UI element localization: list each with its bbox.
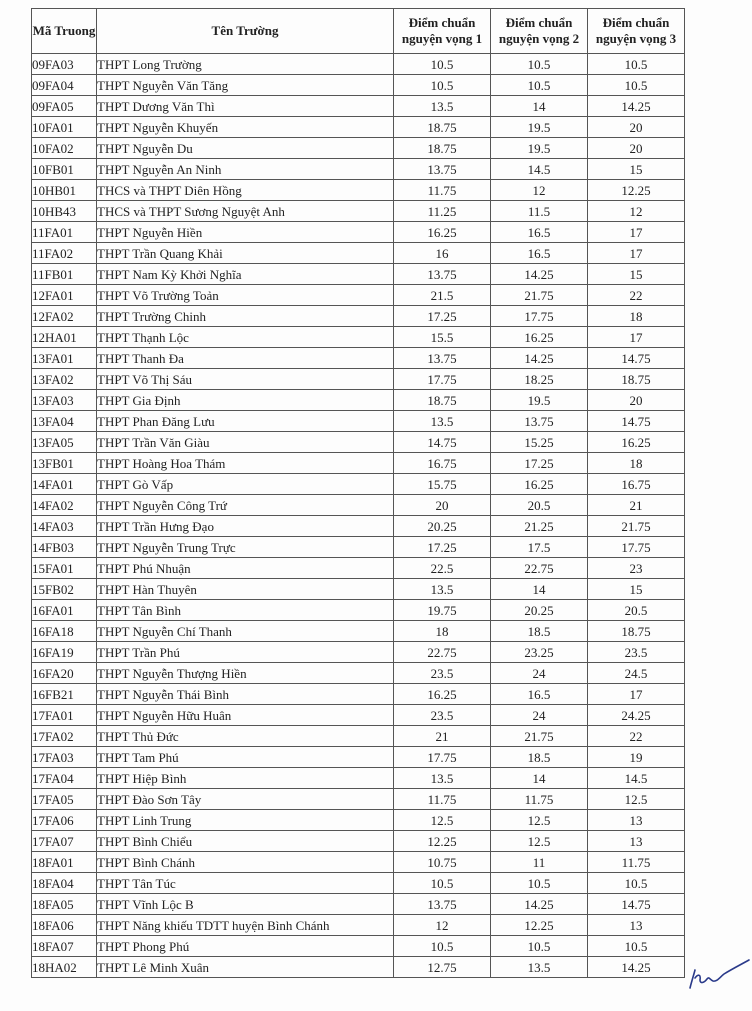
score-nv3-cell: 14.25 — [588, 96, 685, 117]
score-nv1-cell: 15.75 — [394, 474, 491, 495]
school-name-cell: THPT Dương Văn Thì — [97, 96, 394, 117]
table-row — [32, 390, 685, 411]
school-name-cell: THPT Tân Túc — [97, 873, 394, 894]
school-code-cell: 16FA01 — [32, 600, 97, 621]
table-row — [32, 516, 685, 537]
school-name-cell: THPT Trường Chinh — [97, 306, 394, 327]
table-row — [32, 621, 685, 642]
school-name-cell: THPT Nam Kỳ Khởi Nghĩa — [97, 264, 394, 285]
score-nv1-cell: 13.75 — [394, 894, 491, 915]
score-nv3-cell: 10.5 — [588, 75, 685, 96]
table-row — [32, 432, 685, 453]
score-nv1-cell: 23.5 — [394, 705, 491, 726]
score-nv1-cell: 11.25 — [394, 201, 491, 222]
school-name-cell: THPT Trần Văn Giàu — [97, 432, 394, 453]
score-nv3-cell: 20.5 — [588, 600, 685, 621]
school-code-cell: 09FA04 — [32, 75, 97, 96]
score-nv2-cell: 13.5 — [491, 957, 588, 978]
school-name-cell: THPT Thanh Đa — [97, 348, 394, 369]
score-nv3-cell: 13 — [588, 831, 685, 852]
score-nv2-cell: 14 — [491, 579, 588, 600]
table-row — [32, 348, 685, 369]
school-name-cell: THPT Nguyễn Chí Thanh — [97, 621, 394, 642]
score-nv3-cell: 24.5 — [588, 663, 685, 684]
school-name-cell: THPT Nguyễn An Ninh — [97, 159, 394, 180]
score-nv1-cell: 12 — [394, 915, 491, 936]
score-nv1-cell: 17.25 — [394, 306, 491, 327]
score-nv2-cell: 20.5 — [491, 495, 588, 516]
score-nv3-cell: 18 — [588, 453, 685, 474]
table-row — [32, 54, 685, 75]
score-nv2-cell: 14.25 — [491, 264, 588, 285]
score-nv1-cell: 13.75 — [394, 348, 491, 369]
score-nv3-cell: 21.75 — [588, 516, 685, 537]
score-nv2-cell: 10.5 — [491, 936, 588, 957]
table-row — [32, 789, 685, 810]
school-code-cell: 13FA03 — [32, 390, 97, 411]
score-nv2-cell: 16.5 — [491, 684, 588, 705]
school-code-cell: 10HB01 — [32, 180, 97, 201]
table-row — [32, 411, 685, 432]
score-nv3-cell: 14.5 — [588, 768, 685, 789]
score-nv3-cell: 16.25 — [588, 432, 685, 453]
table-row — [32, 243, 685, 264]
score-nv3-cell: 19 — [588, 747, 685, 768]
school-name-cell: THPT Năng khiếu TDTT huyện Bình Chánh — [97, 915, 394, 936]
score-nv1-cell: 15.5 — [394, 327, 491, 348]
school-name-cell: THPT Gia Định — [97, 390, 394, 411]
score-nv3-cell: 17 — [588, 222, 685, 243]
score-nv1-cell: 13.5 — [394, 411, 491, 432]
school-code-cell: 17FA01 — [32, 705, 97, 726]
school-code-cell: 15FA01 — [32, 558, 97, 579]
score-nv1-cell: 18.75 — [394, 117, 491, 138]
school-code-cell: 18FA07 — [32, 936, 97, 957]
score-nv3-cell: 22 — [588, 726, 685, 747]
school-name-cell: THPT Tân Bình — [97, 600, 394, 621]
table-row — [32, 264, 685, 285]
score-nv1-cell: 22.75 — [394, 642, 491, 663]
score-nv3-cell: 22 — [588, 285, 685, 306]
school-name-cell: THPT Bình Chánh — [97, 852, 394, 873]
score-nv3-cell: 14.25 — [588, 957, 685, 978]
table-row — [32, 957, 685, 978]
table-row — [32, 138, 685, 159]
school-code-cell: 16FA19 — [32, 642, 97, 663]
score-nv1-cell: 16.75 — [394, 453, 491, 474]
school-name-cell: THPT Nguyễn Hiền — [97, 222, 394, 243]
score-nv2-cell: 16.5 — [491, 243, 588, 264]
table-row — [32, 117, 685, 138]
score-nv1-cell: 10.5 — [394, 54, 491, 75]
table-row — [32, 222, 685, 243]
school-code-cell: 14FA02 — [32, 495, 97, 516]
score-nv2-cell: 21.25 — [491, 516, 588, 537]
score-nv3-cell: 12.5 — [588, 789, 685, 810]
school-code-cell: 18FA04 — [32, 873, 97, 894]
score-nv3-cell: 20 — [588, 138, 685, 159]
score-nv3-cell: 20 — [588, 390, 685, 411]
score-nv1-cell: 16 — [394, 243, 491, 264]
score-nv1-cell: 12.5 — [394, 810, 491, 831]
table-row — [32, 873, 685, 894]
school-name-cell: THPT Long Trường — [97, 54, 394, 75]
score-nv1-cell: 10.5 — [394, 873, 491, 894]
school-name-cell: THPT Thủ Đức — [97, 726, 394, 747]
school-code-cell: 16FA18 — [32, 621, 97, 642]
table-row — [32, 684, 685, 705]
table-row — [32, 579, 685, 600]
score-nv1-cell: 12.25 — [394, 831, 491, 852]
school-name-cell: THPT Trần Phú — [97, 642, 394, 663]
score-nv3-cell: 15 — [588, 264, 685, 285]
table-row — [32, 705, 685, 726]
score-nv1-cell: 21.5 — [394, 285, 491, 306]
score-nv2-cell: 18.25 — [491, 369, 588, 390]
score-nv3-cell: 23.5 — [588, 642, 685, 663]
score-nv2-cell: 17.25 — [491, 453, 588, 474]
table-row — [32, 600, 685, 621]
score-nv3-cell: 15 — [588, 159, 685, 180]
score-nv2-cell: 21.75 — [491, 726, 588, 747]
admission-scores-table — [31, 8, 685, 978]
score-nv3-cell: 14.75 — [588, 411, 685, 432]
score-nv3-cell: 17.75 — [588, 537, 685, 558]
score-nv2-cell: 16.25 — [491, 327, 588, 348]
score-nv1-cell: 10.75 — [394, 852, 491, 873]
score-nv2-cell: 14 — [491, 768, 588, 789]
score-nv1-cell: 13.5 — [394, 768, 491, 789]
table-row — [32, 327, 685, 348]
school-code-cell: 14FB03 — [32, 537, 97, 558]
school-name-cell: THPT Gò Vấp — [97, 474, 394, 495]
table-row — [32, 96, 685, 117]
score-nv2-cell: 24 — [491, 663, 588, 684]
score-nv2-cell: 12.25 — [491, 915, 588, 936]
table-row — [32, 495, 685, 516]
school-code-cell: 11FB01 — [32, 264, 97, 285]
school-name-cell: THPT Phan Đăng Lưu — [97, 411, 394, 432]
score-nv1-cell: 22.5 — [394, 558, 491, 579]
school-name-cell: THPT Tam Phú — [97, 747, 394, 768]
school-code-cell: 16FA20 — [32, 663, 97, 684]
score-nv1-cell: 13.5 — [394, 96, 491, 117]
school-code-cell: 17FA03 — [32, 747, 97, 768]
school-code-cell: 17FA07 — [32, 831, 97, 852]
score-nv2-cell: 10.5 — [491, 873, 588, 894]
score-nv1-cell: 16.25 — [394, 222, 491, 243]
header-school-name: Tên Trường — [97, 9, 394, 54]
score-nv1-cell: 17.75 — [394, 369, 491, 390]
score-nv1-cell: 20.25 — [394, 516, 491, 537]
score-nv2-cell: 15.25 — [491, 432, 588, 453]
school-name-cell: THCS và THPT Diên Hồng — [97, 180, 394, 201]
score-nv1-cell: 13.5 — [394, 579, 491, 600]
score-nv3-cell: 15 — [588, 579, 685, 600]
school-name-cell: THPT Hiệp Bình — [97, 768, 394, 789]
score-nv1-cell: 18.75 — [394, 390, 491, 411]
score-nv2-cell: 12 — [491, 180, 588, 201]
school-code-cell: 13FA02 — [32, 369, 97, 390]
table-row — [32, 159, 685, 180]
score-nv2-cell: 18.5 — [491, 621, 588, 642]
school-name-cell: THPT Nguyễn Thượng Hiền — [97, 663, 394, 684]
score-nv2-cell: 21.75 — [491, 285, 588, 306]
table-row — [32, 75, 685, 96]
school-code-cell: 09FA03 — [32, 54, 97, 75]
school-name-cell: THPT Võ Thị Sáu — [97, 369, 394, 390]
school-code-cell: 12HA01 — [32, 327, 97, 348]
score-nv3-cell: 21 — [588, 495, 685, 516]
score-nv2-cell: 22.75 — [491, 558, 588, 579]
school-name-cell: THPT Nguyễn Du — [97, 138, 394, 159]
table-row — [32, 726, 685, 747]
score-nv2-cell: 12.5 — [491, 831, 588, 852]
score-nv2-cell: 18.5 — [491, 747, 588, 768]
school-code-cell: 10FA01 — [32, 117, 97, 138]
table-row — [32, 180, 685, 201]
header-score-nv2: Điểm chuẩn nguyện vọng 2 — [491, 9, 588, 54]
table-row — [32, 285, 685, 306]
score-nv1-cell: 17.25 — [394, 537, 491, 558]
score-nv3-cell: 18.75 — [588, 621, 685, 642]
table-row — [32, 936, 685, 957]
score-nv1-cell: 10.5 — [394, 75, 491, 96]
school-code-cell: 13FB01 — [32, 453, 97, 474]
school-name-cell: THPT Trần Hưng Đạo — [97, 516, 394, 537]
score-nv3-cell: 10.5 — [588, 54, 685, 75]
score-nv2-cell: 16.25 — [491, 474, 588, 495]
school-name-cell: THPT Nguyễn Thái Bình — [97, 684, 394, 705]
table-row — [32, 369, 685, 390]
table-row — [32, 558, 685, 579]
score-nv2-cell: 14 — [491, 96, 588, 117]
school-name-cell: THPT Phú Nhuận — [97, 558, 394, 579]
score-nv3-cell: 12 — [588, 201, 685, 222]
table-row — [32, 768, 685, 789]
score-nv2-cell: 10.5 — [491, 54, 588, 75]
score-nv1-cell: 17.75 — [394, 747, 491, 768]
score-nv2-cell: 17.5 — [491, 537, 588, 558]
score-nv3-cell: 17 — [588, 684, 685, 705]
score-nv3-cell: 17 — [588, 243, 685, 264]
table-row — [32, 453, 685, 474]
school-name-cell: THPT Phong Phú — [97, 936, 394, 957]
school-code-cell: 13FA01 — [32, 348, 97, 369]
score-nv3-cell: 18 — [588, 306, 685, 327]
table-row — [32, 306, 685, 327]
score-nv2-cell: 11.5 — [491, 201, 588, 222]
school-code-cell: 12FA02 — [32, 306, 97, 327]
table-row — [32, 474, 685, 495]
school-code-cell: 18HA02 — [32, 957, 97, 978]
school-code-cell: 11FA01 — [32, 222, 97, 243]
score-nv2-cell: 14.5 — [491, 159, 588, 180]
score-nv1-cell: 11.75 — [394, 789, 491, 810]
score-nv3-cell: 12.25 — [588, 180, 685, 201]
school-name-cell: THPT Linh Trung — [97, 810, 394, 831]
school-name-cell: THPT Nguyễn Văn Tăng — [97, 75, 394, 96]
school-name-cell: THPT Nguyễn Trung Trực — [97, 537, 394, 558]
school-name-cell: THPT Nguyễn Công Trứ — [97, 495, 394, 516]
table-row — [32, 201, 685, 222]
school-code-cell: 14FA03 — [32, 516, 97, 537]
score-nv3-cell: 14.75 — [588, 894, 685, 915]
score-nv3-cell: 13 — [588, 810, 685, 831]
school-code-cell: 17FA02 — [32, 726, 97, 747]
score-nv1-cell: 21 — [394, 726, 491, 747]
score-nv3-cell: 14.75 — [588, 348, 685, 369]
header-score-nv1: Điểm chuẩn nguyện vọng 1 — [394, 9, 491, 54]
table-row — [32, 831, 685, 852]
school-code-cell: 10FA02 — [32, 138, 97, 159]
score-nv2-cell: 17.75 — [491, 306, 588, 327]
table-row — [32, 747, 685, 768]
school-code-cell: 12FA01 — [32, 285, 97, 306]
score-nv3-cell: 18.75 — [588, 369, 685, 390]
score-nv2-cell: 20.25 — [491, 600, 588, 621]
school-name-cell: THPT Vĩnh Lộc B — [97, 894, 394, 915]
table-row — [32, 537, 685, 558]
score-nv2-cell: 13.75 — [491, 411, 588, 432]
school-code-cell: 14FA01 — [32, 474, 97, 495]
score-nv3-cell: 10.5 — [588, 873, 685, 894]
table-row — [32, 663, 685, 684]
school-name-cell: THPT Hoàng Hoa Thám — [97, 453, 394, 474]
school-code-cell: 15FB02 — [32, 579, 97, 600]
school-name-cell: THCS và THPT Sương Nguyệt Anh — [97, 201, 394, 222]
score-nv2-cell: 16.5 — [491, 222, 588, 243]
score-nv1-cell: 13.75 — [394, 159, 491, 180]
school-code-cell: 11FA02 — [32, 243, 97, 264]
school-code-cell: 13FA05 — [32, 432, 97, 453]
school-code-cell: 09FA05 — [32, 96, 97, 117]
table-body — [32, 54, 685, 978]
score-nv2-cell: 11.75 — [491, 789, 588, 810]
school-name-cell: THPT Lê Minh Xuân — [97, 957, 394, 978]
school-name-cell: THPT Thạnh Lộc — [97, 327, 394, 348]
score-nv3-cell: 20 — [588, 117, 685, 138]
score-nv2-cell: 10.5 — [491, 75, 588, 96]
score-nv1-cell: 20 — [394, 495, 491, 516]
score-nv3-cell: 10.5 — [588, 936, 685, 957]
score-nv3-cell: 11.75 — [588, 852, 685, 873]
school-code-cell: 17FA05 — [32, 789, 97, 810]
score-nv3-cell: 16.75 — [588, 474, 685, 495]
school-code-cell: 10HB43 — [32, 201, 97, 222]
score-nv3-cell: 13 — [588, 915, 685, 936]
header-school-code: Mã Truong — [32, 9, 97, 54]
score-nv1-cell: 18 — [394, 621, 491, 642]
score-nv1-cell: 12.75 — [394, 957, 491, 978]
school-code-cell: 13FA04 — [32, 411, 97, 432]
score-nv3-cell: 23 — [588, 558, 685, 579]
school-code-cell: 18FA05 — [32, 894, 97, 915]
school-code-cell: 18FA06 — [32, 915, 97, 936]
score-nv1-cell: 16.25 — [394, 684, 491, 705]
school-code-cell: 17FA04 — [32, 768, 97, 789]
table-row — [32, 852, 685, 873]
header-score-nv3: Điểm chuẩn nguyện vọng 3 — [588, 9, 685, 54]
score-nv1-cell: 11.75 — [394, 180, 491, 201]
handwritten-signature-mark — [686, 950, 752, 995]
table-row — [32, 810, 685, 831]
school-code-cell: 17FA06 — [32, 810, 97, 831]
score-nv3-cell: 24.25 — [588, 705, 685, 726]
score-nv1-cell: 18.75 — [394, 138, 491, 159]
score-nv2-cell: 14.25 — [491, 348, 588, 369]
score-nv1-cell: 10.5 — [394, 936, 491, 957]
table-row — [32, 894, 685, 915]
table-header-row — [32, 9, 685, 54]
score-nv1-cell: 23.5 — [394, 663, 491, 684]
score-nv3-cell: 17 — [588, 327, 685, 348]
school-name-cell: THPT Nguyễn Khuyến — [97, 117, 394, 138]
score-nv1-cell: 19.75 — [394, 600, 491, 621]
score-nv2-cell: 19.5 — [491, 117, 588, 138]
score-nv1-cell: 14.75 — [394, 432, 491, 453]
score-nv2-cell: 23.25 — [491, 642, 588, 663]
score-nv2-cell: 14.25 — [491, 894, 588, 915]
school-name-cell: THPT Hàn Thuyên — [97, 579, 394, 600]
school-code-cell: 16FB21 — [32, 684, 97, 705]
school-code-cell: 10FB01 — [32, 159, 97, 180]
score-nv2-cell: 19.5 — [491, 138, 588, 159]
score-nv2-cell: 11 — [491, 852, 588, 873]
score-nv2-cell: 19.5 — [491, 390, 588, 411]
table-row — [32, 915, 685, 936]
school-name-cell: THPT Đào Sơn Tây — [97, 789, 394, 810]
score-nv1-cell: 13.75 — [394, 264, 491, 285]
school-name-cell: THPT Võ Trường Toản — [97, 285, 394, 306]
table-row — [32, 642, 685, 663]
school-code-cell: 18FA01 — [32, 852, 97, 873]
school-name-cell: THPT Nguyễn Hữu Huân — [97, 705, 394, 726]
school-name-cell: THPT Bình Chiểu — [97, 831, 394, 852]
score-nv2-cell: 24 — [491, 705, 588, 726]
score-nv2-cell: 12.5 — [491, 810, 588, 831]
school-name-cell: THPT Trần Quang Khải — [97, 243, 394, 264]
